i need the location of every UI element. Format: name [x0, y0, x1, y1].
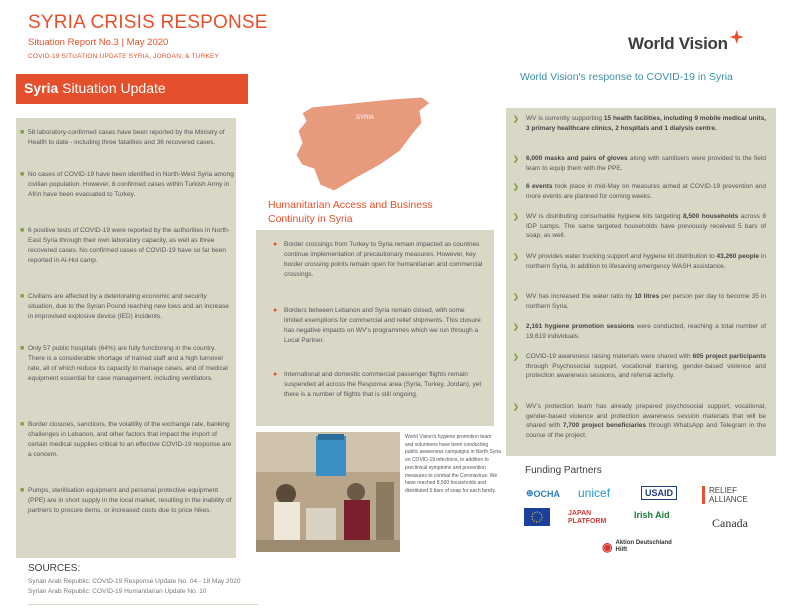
syria-map: [272, 95, 442, 195]
list-item-text: No cases of COVID-19 have been identified in North-West Syria among civilian population. However, 8 confirmed cases within Turkish Army in Afrin have been evacuated to Turkey.: [28, 171, 234, 198]
partner-name: JAPAN PLATFORM: [568, 510, 607, 525]
bullet-icon: ●: [273, 307, 278, 314]
banner-bold: Syria: [24, 80, 59, 96]
item-bold: 8,500 households: [682, 213, 739, 220]
list-item-text: 6 positive tests of COVID-19 were reported by the authorities in North-East Syria through their own laboratory capacity, as well as three recovered cases. No confirmed cases of COVID-19 have so far been reported in Al-Hol camp.: [28, 227, 230, 264]
list-item: [20, 420, 234, 460]
list-item: [513, 154, 766, 173]
list-item-text: Civilians are affected by a deteriorating economic and security situation, due to the Syrian Pound reaching new lows and an increase in improvised explosive device (IED) incidents.: [28, 293, 229, 320]
bullet-icon: ■: [20, 293, 25, 300]
item-text: per person per day to become 35 in northern Syria.: [526, 293, 766, 310]
chevron-right-icon: ❯: [513, 294, 519, 301]
partner-name: Aktion Deutschland Hilft: [615, 540, 672, 553]
photo-caption: World Vision's hygiene promotion team and volunteers have been conducting public awareness campaigns in North Syria on COVID-19 infections, in addition to preclinical symptoms and prevention measures to combat the Coronavirus. We have reached 8,500 households and distributed 5 bars of soap for each family.: [405, 434, 501, 494]
item-text: took place in mid-May on measures aimed at COVID-19 prevention and more events are planned for coming weeks.: [526, 183, 766, 200]
world-vision-logo: [628, 30, 744, 58]
item-text: WV has increased the water ratio by: [526, 293, 635, 300]
source-link[interactable]: Syrian Arab Republic: COVID-19 Response Update No. 04 - 18 May 2020: [28, 578, 241, 585]
partner-name: unicef: [578, 486, 611, 500]
chevron-right-icon: ❯: [513, 254, 519, 261]
banner-rest: Situation Update: [58, 80, 166, 96]
star-icon: [730, 30, 744, 44]
list-item: [273, 240, 484, 280]
item-text: through WhatsApp and Telegram in the course of the project.: [526, 422, 766, 439]
funding-partners-title: Funding Partners: [525, 465, 602, 476]
aktion-deutschland-hilft-logo: [602, 540, 672, 554]
item-text: WV is distributing consumable hygiene kits targeting: [526, 213, 683, 220]
list-item-text: Pumps, sterilisation equipment and personal protective equipment (PPE) are in short supply in the local market, resulting in the inability of partners to procure items, or increased costs due to price hikes.: [28, 487, 232, 514]
list-item: [20, 226, 234, 266]
response-box: [506, 108, 776, 456]
item-text: WV is currently supporting: [526, 115, 604, 122]
item-bold: 15 health facilities, including 9 mobile medical units, 3 primary healthcare clinics, 2 hospitals and 1 dialysis centre.: [526, 115, 766, 132]
sources-title: SOURCES:: [28, 563, 81, 574]
chevron-right-icon: ❯: [513, 184, 519, 191]
list-item: [273, 306, 484, 346]
list-item: [273, 370, 484, 400]
list-item: [20, 344, 234, 384]
chevron-right-icon: ❯: [513, 404, 519, 411]
chevron-right-icon: ❯: [513, 116, 519, 123]
circle-icon: ◉: [602, 539, 613, 554]
item-text: WV provides water trucking support and hygiene kit distribution to: [526, 253, 717, 260]
canada-logo: [712, 516, 748, 531]
item-bold: 6 events: [526, 183, 553, 190]
list-item: [513, 292, 766, 311]
ocha-logo: ⊕ OCHA: [526, 488, 561, 499]
item-bold: 10 litres: [634, 293, 660, 300]
bullet-icon: ■: [20, 421, 25, 428]
item-bold: 7,700 project beneficiaries: [562, 422, 647, 430]
hygiene-team-photo: [256, 432, 400, 552]
list-item-text: 58 laboratory-confirmed cases have been reported by the Ministry of Health to date - including three fatalities and 36 recovered cases.: [28, 129, 225, 146]
partner-name: OCHA: [533, 488, 561, 499]
situation-update-box: [16, 118, 236, 558]
chevron-right-icon: ❯: [513, 214, 519, 221]
partner-name: Irish Aid: [634, 510, 670, 520]
list-item-text: Border closures, sanctions, the volatility of the exchange rate, banking challenges in Lebanon, and other factors that impact the import of certain medical supplies critical to an effective COVID-19 response are a concern.: [28, 421, 232, 458]
syria-shape: [296, 97, 430, 191]
list-item: [20, 128, 234, 148]
list-item-text: International and domestic commercial passenger flights remain suspended all across the Response area (Syria, Turkey, Jordan), yet there is a number of flights that is still ongoing.: [284, 371, 482, 398]
item-text: through Psychosocial support, vocational training, gender-based violence and protection awareness sessions, and referral activity.: [526, 362, 766, 380]
chevron-right-icon: ❯: [513, 156, 519, 163]
banner-title: [24, 80, 166, 96]
bullet-icon: ■: [20, 345, 25, 352]
usaid-logo: [641, 486, 677, 500]
list-item: [20, 486, 234, 516]
relief-alliance-logo: [702, 486, 765, 504]
list-item: [20, 170, 234, 200]
source-link[interactable]: Syrian Arab Republic: COVID-19 Humanitarian Update No. 10: [28, 588, 207, 595]
partner-name: USAID: [645, 488, 674, 498]
list-item-text: Borders between Lebanon and Syria remain closed, with some limited exemptions for commercial and relief shipments. This closure has negative impacts on WV's programmes which we run through a Local Partner.: [284, 307, 481, 344]
list-item: [513, 402, 766, 440]
bullet-icon: ■: [20, 171, 25, 178]
bullet-icon: ●: [273, 241, 278, 248]
chevron-right-icon: ❯: [513, 354, 519, 361]
list-item-text: Border crossings from Turkey to Syria remain impacted as countries continue implementation of precautionary measures. However, key border crossing points remain open for humanitarian and commercial crossings.: [284, 241, 483, 278]
item-bold: 605 project participants: [692, 353, 766, 360]
list-item: [513, 182, 766, 201]
report-title: SYRIA CRISIS RESPONSE: [28, 12, 268, 33]
list-item: [513, 114, 766, 133]
unicef-logo: [578, 486, 610, 500]
item-text: along with sanitisers were provided to the field team to equip them with the PPE.: [526, 155, 766, 172]
map-label: SYRIA: [356, 115, 375, 121]
list-item: [513, 212, 766, 241]
bullet-icon: ■: [20, 227, 25, 234]
logo-text: World Vision: [628, 34, 728, 53]
item-text: WV's protection team has already prepared psychosocial support, vocational, gender-based violence and protection awareness session materials that will be shared with: [526, 403, 766, 430]
list-item: [513, 322, 767, 341]
partner-name: RELIEF ALLIANCE: [709, 486, 748, 504]
divider: [28, 604, 258, 605]
japan-platform-logo: [568, 510, 620, 526]
bullet-icon: ●: [273, 371, 278, 378]
humanitarian-access-title: Humanitarian Access and Business Continuity in Syria: [268, 199, 433, 225]
item-bold: 43,260 people: [716, 253, 760, 260]
partner-name: Canada: [712, 516, 748, 530]
list-item: [513, 352, 766, 381]
item-text: were conducted, reaching a total number of 19,619 individuals.: [526, 323, 767, 340]
response-title: World Vision's response to COVID-19 in Syria: [520, 71, 733, 83]
irish-aid-logo: [634, 510, 670, 520]
item-text: in northern Syria, in addition to lifesaving emergency WASH assistance.: [526, 253, 766, 270]
item-text: COVID-19 awareness raising materials were shared with: [526, 353, 693, 360]
list-item-text: Only 57 public hospitals (64%) are fully functioning in the country. There is a considerable shortage of trained staff and a high turnover rate, all of which reduce its capacity to manage cases, and of medical equipment essential for case management, including ventilators.: [28, 345, 228, 382]
list-item: [20, 292, 234, 322]
eu-flag-logo: [524, 508, 550, 526]
item-text: across 8 IDP camps. The same targeted households have previously received 5 bars of soap, as well.: [526, 213, 766, 240]
bullet-icon: ■: [20, 487, 25, 494]
report-subtitle: Situation Report No.3 | May 2020: [28, 37, 169, 48]
bullet-icon: ■: [20, 129, 25, 136]
humanitarian-access-box: [256, 230, 494, 426]
item-bold: 6,000 masks and pairs of gloves: [526, 155, 628, 162]
list-item: [513, 252, 766, 271]
report-subtitle-region: COVID-19 SITUATION UPDATE SYRIA, JORDAN, & TURKEY: [28, 53, 220, 60]
item-bold: 2,161 hygiene promotion sessions: [526, 323, 635, 330]
chevron-right-icon: ❯: [513, 324, 519, 331]
